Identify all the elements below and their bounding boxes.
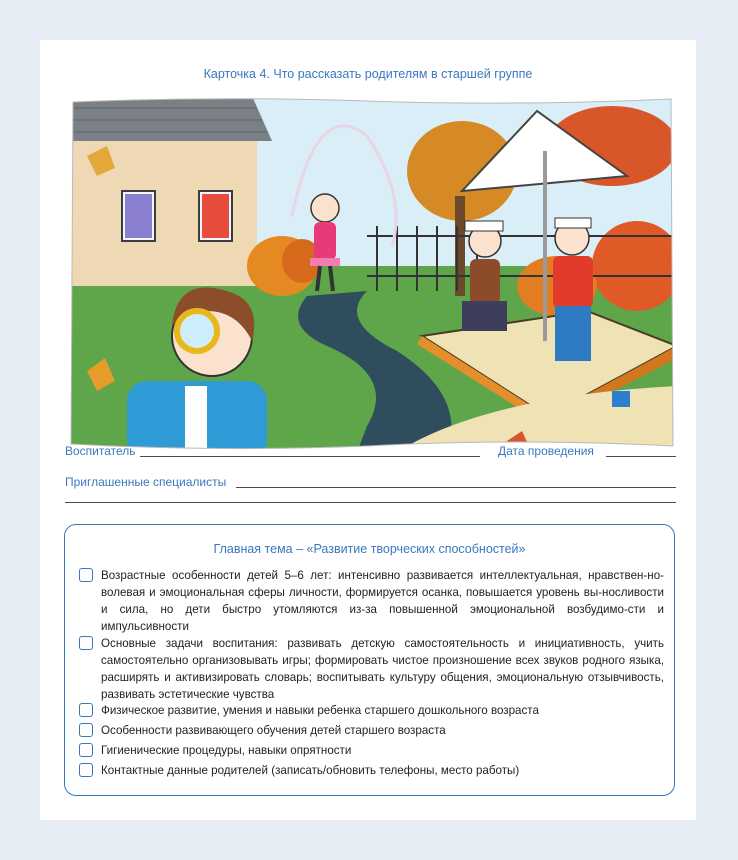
- topic-item: [79, 762, 664, 779]
- checkbox[interactable]: [79, 636, 93, 650]
- checkbox[interactable]: [79, 743, 93, 757]
- specialists-input-line[interactable]: [236, 487, 676, 488]
- topic-item-text: Возрастные особенности детей 5–6 лет: интенсивно развивается интеллектуальная, нравствен-но-волевая и эмоциональная сферы личности, формируется осанка, повышается уровень вы-носливости и сила, но дети быстро утомляются из-за повышенной эмоциональной возбудимо-сти и импульсивности: [101, 569, 664, 633]
- topic-item-text: Контактные данные родителей (записать/обновить телефоны, место работы): [101, 764, 520, 777]
- topic-item: [79, 722, 664, 739]
- checkbox[interactable]: [79, 703, 93, 717]
- topic-item-text: Гигиенические процедуры, навыки опрятности: [101, 744, 352, 757]
- house-roof: [67, 96, 272, 141]
- topic-item-text: Физическое развитие, умения и навыки ребенка старшего дошкольного возраста: [101, 704, 539, 717]
- topic-item: [79, 742, 664, 759]
- checkbox[interactable]: [79, 568, 93, 582]
- kids-playground-illustration: [67, 96, 677, 452]
- worksheet-page: [40, 40, 696, 820]
- educator-label: Воспитатель: [65, 444, 136, 458]
- topic-item: [79, 567, 664, 635]
- topic-item: [79, 702, 664, 719]
- date-label: Дата проведения: [498, 444, 594, 458]
- date-input-line[interactable]: [606, 456, 676, 457]
- topic-item-text: Основные задачи воспитания: развивать детскую самостоятельность и инициативность, учить самостоятельно организовывать игры; формировать чистое произношение всех звуков родного языка, расширять и активизировать словарь; воспитывать культуру общения, эмоциональную отзывчивость, развивать эстетические чувства: [101, 637, 664, 701]
- specialists-label: Приглашенные специалисты: [65, 475, 227, 489]
- card-title: Карточка 4. Что рассказать родителям в старшей группе: [203, 67, 533, 81]
- checkbox[interactable]: [79, 763, 93, 777]
- topic-item-text: Особенности развивающего обучения детей старшего возраста: [101, 724, 446, 737]
- magnifying-glass: [177, 311, 217, 351]
- checkbox[interactable]: [79, 723, 93, 737]
- main-topic-box: [64, 524, 675, 796]
- girl-head: [311, 194, 339, 222]
- bucket: [612, 391, 630, 407]
- topic-item: [79, 635, 664, 703]
- educator-input-line[interactable]: [140, 456, 480, 457]
- main-topic-title: Главная тема – «Развитие творческих способностей»: [213, 542, 526, 556]
- specialists-extra-line[interactable]: [65, 502, 676, 503]
